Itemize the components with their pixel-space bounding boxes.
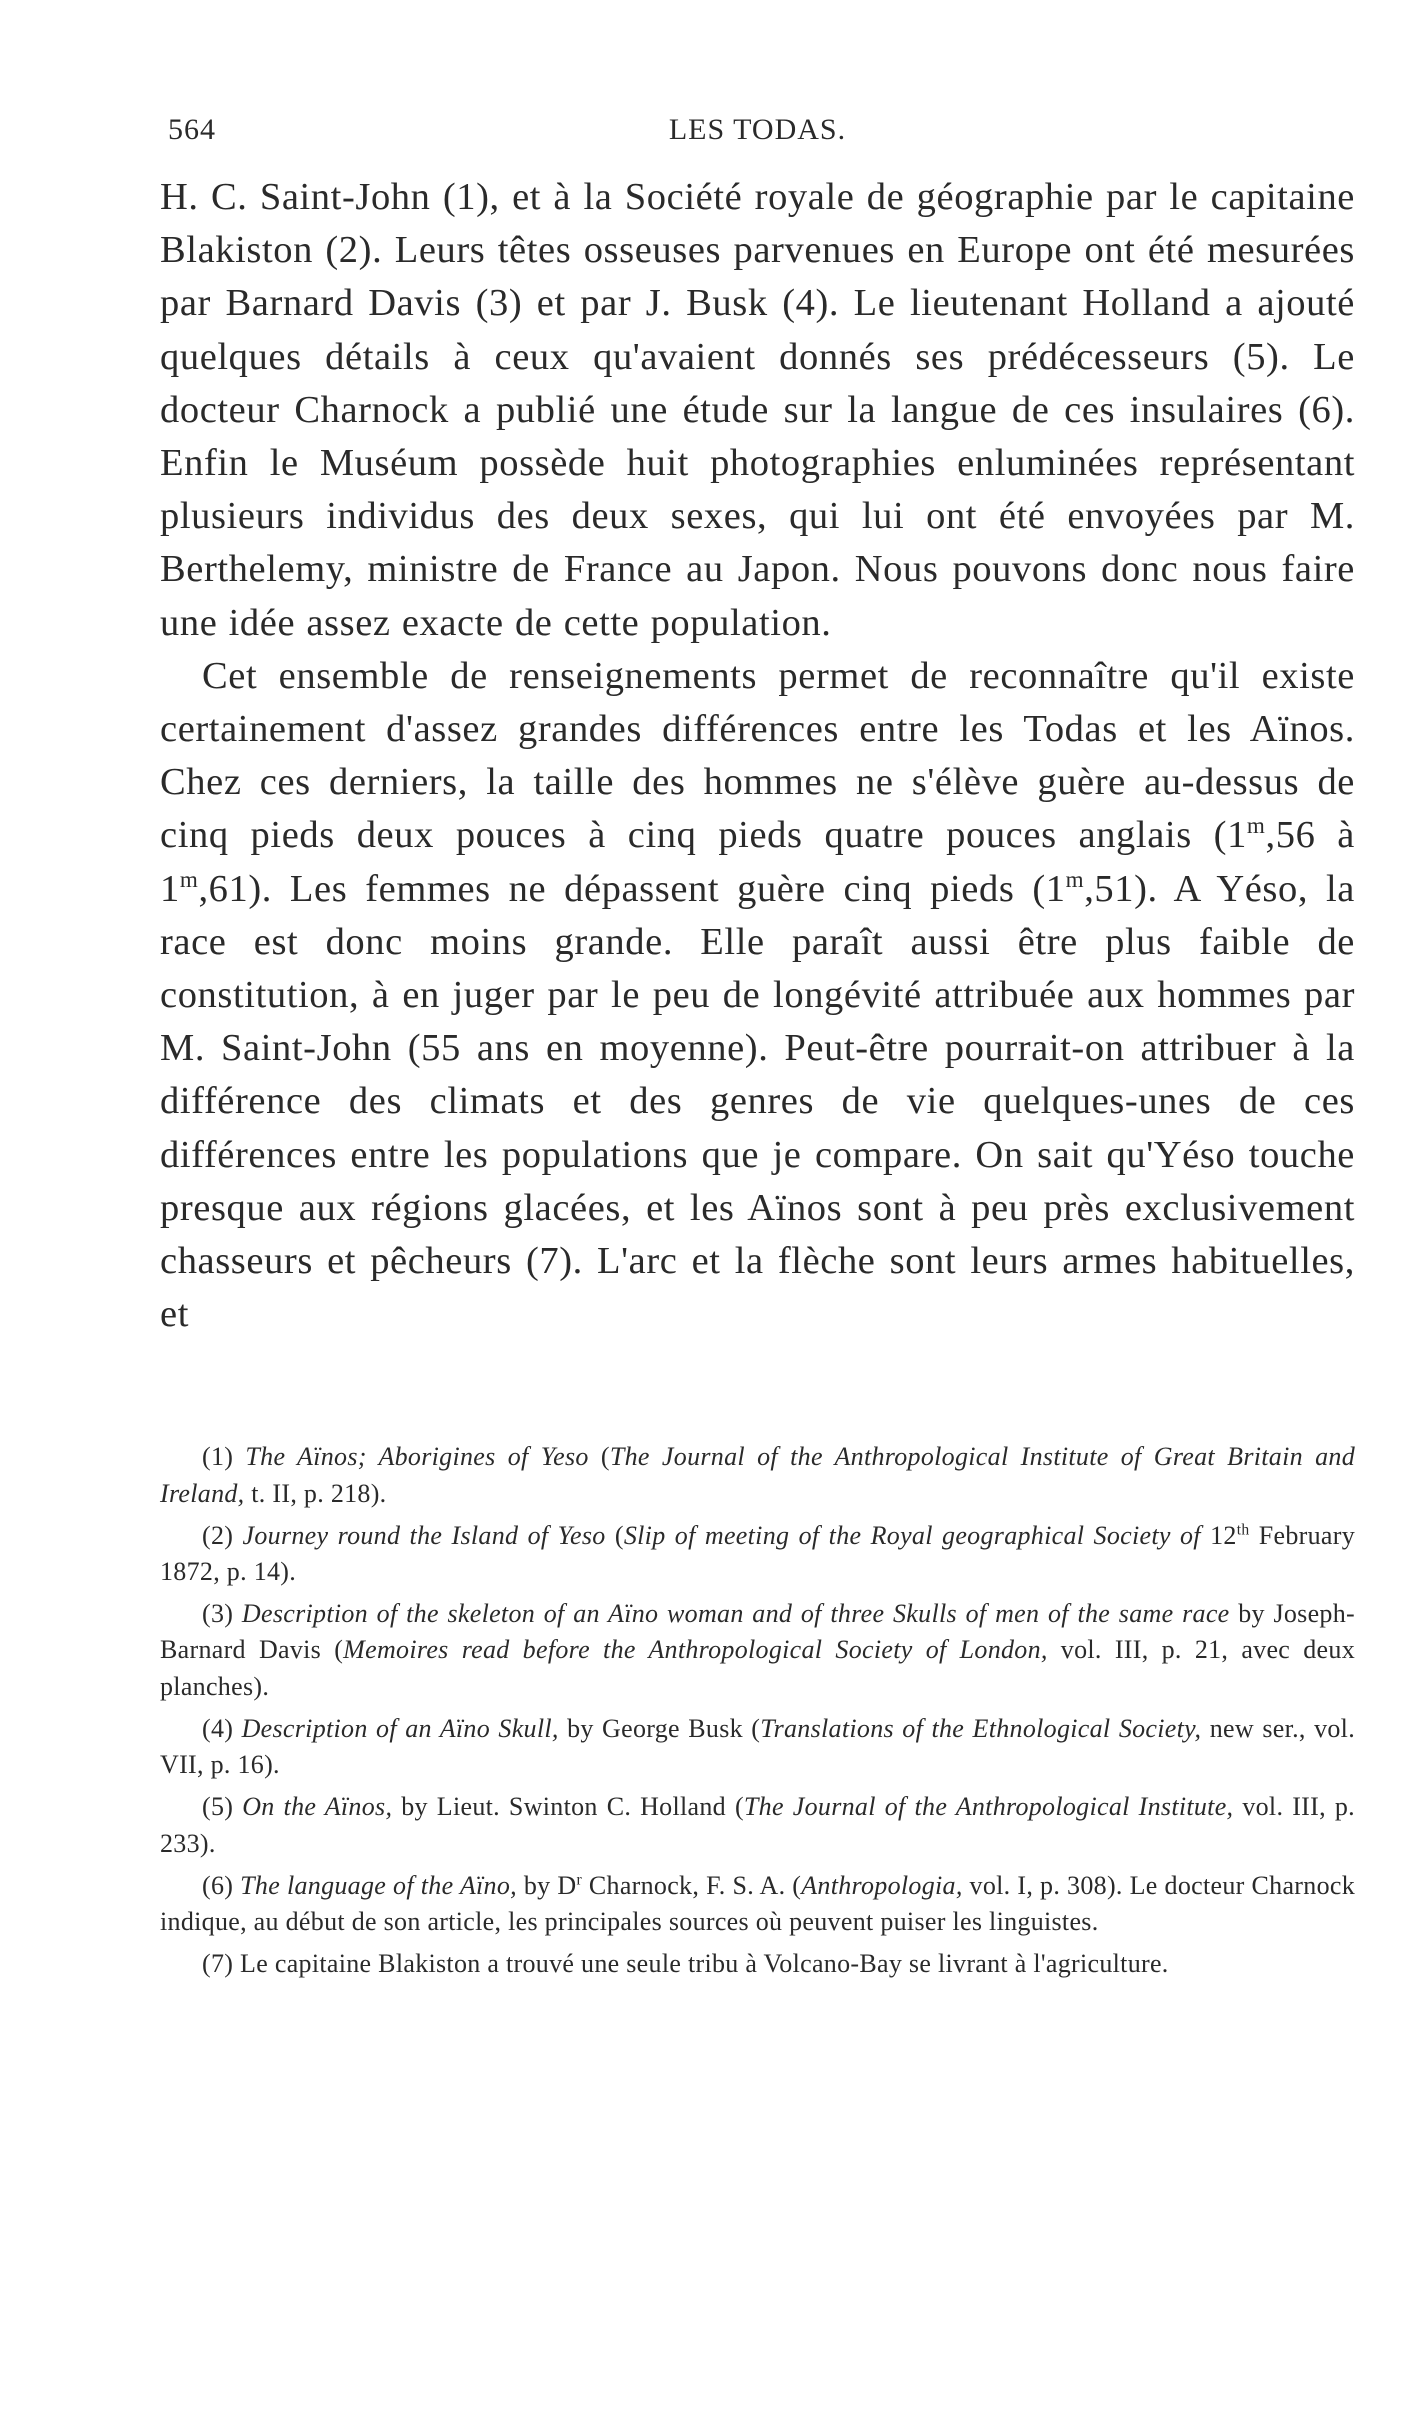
footnote-ref: (1) [202, 1442, 234, 1472]
footnote-ref: (6) [202, 1870, 234, 1900]
footnote-3 [160, 1596, 1355, 1705]
footnote-2 [160, 1518, 1355, 1590]
footnote-title: Description of an Aïno Skull, [241, 1713, 559, 1743]
footnote-text: by Joseph-Barnard Davis ( [160, 1599, 1355, 1665]
footnote-source: The Journal of the Anthropological Institute of Great Britain and Ireland, [160, 1442, 1356, 1508]
footnote-1 [160, 1439, 1355, 1511]
paragraph-2 [160, 650, 1355, 1342]
footnote-text: vol. III, p. 233). [160, 1792, 1355, 1858]
footnote-text: 12 [1200, 1520, 1237, 1550]
paragraph-2-text: ,51). A Yéso, la race est donc moins grande. Elle paraît aussi être plus faible de constitution, à en juger par le peu de longévité attribuée aux hommes par M. Saint-John (55 ans en moyenne). Peut-être pourrait-on attribuer à la différence des climats et des genres de vie quelques-unes de ces différences entre les populations que je compare. On sait qu'Yéso touche presque aux régions glacées, et les Aïnos sont à peu près exclusivement chasseurs et pêcheurs (7). L'arc et la flèche sont leurs armes habituelles, et [160, 867, 1355, 1336]
footnote-text: by George Busk ( [558, 1713, 761, 1743]
paragraph-2-text: ,61). Les femmes ne dépassent guère cinq pieds (1 [198, 867, 1066, 910]
footnote-title: On the Aïnos, [242, 1792, 393, 1822]
footnote-ref: (2) [202, 1520, 234, 1550]
footnote-superscript: th [1236, 1521, 1250, 1539]
footnote-source: Translations of the Ethnological Society, [760, 1713, 1202, 1743]
footnote-text: Charnock, F. S. A. ( [581, 1870, 802, 1900]
footnote-text: by D [516, 1870, 577, 1900]
paragraph-2-text: ,56 à 1 [160, 814, 1355, 910]
paragraph-1: H. C. Saint-John (1), et à la Société royale de géographie par le capitaine Blakiston (2). Leurs têtes osseuses parvenues en Europe ont été mesurées par Barnard Davis (3) et par J. Busk (4). Le lieutenant Holland a ajouté quelques détails à ceux qu'avaient donnés ses prédécesseurs (5). Le docteur Charnock a publié une étude sur la langue de ces insulaires (6). Enfin le Muséum possède huit photographies enluminées représentant plusieurs individus des deux sexes, qui lui ont été envoyées par M. Berthelemy, ministre de France au Japon. Nous pouvons donc nous faire une idée assez exacte de cette population. [160, 176, 1355, 644]
footnote-text: vol. I, p. 308). Le docteur Charnock indique, au début de son article, les principales sources où peuvent puiser les linguistes. [160, 1870, 1356, 1936]
footnote-title: The language of the Aïno, [240, 1870, 517, 1900]
page-header [160, 105, 1355, 155]
footnote-text: Le capitaine Blakiston a trouvé une seule tribu à Volcano-Bay se livrant à l'agriculture. [240, 1949, 1169, 1979]
page-number: 564 [168, 113, 216, 146]
unit-superscript: m [179, 865, 199, 892]
footnote-7 [160, 1946, 1355, 1982]
footnote-superscript: r [576, 1871, 582, 1889]
main-text [160, 171, 1355, 1341]
unit-superscript: m [1065, 865, 1085, 892]
footnote-source: Memoires read before the Anthropological Society of London, [343, 1635, 1048, 1665]
footnote-title: Description of the skeleton of an Aïno woman and of three Skulls of men of the same race [241, 1599, 1230, 1629]
paragraph-2-text: Cet ensemble de renseignements permet de reconnaître qu'il existe certainement d'assez grandes différences entre les Todas et les Aïnos. Chez ces derniers, la taille des hommes ne s'élève guère au-dessus de cinq pieds deux pouces à cinq pieds quatre pouces anglais (1 [160, 654, 1355, 857]
running-title: LES TODAS. [668, 113, 847, 146]
footnote-ref: (3) [202, 1599, 234, 1629]
footnote-text: new ser., vol. VII, p. 16). [160, 1713, 1356, 1780]
footnotes [160, 1439, 1355, 1982]
footnote-5 [160, 1789, 1355, 1861]
footnote-ref: (7) [202, 1949, 234, 1979]
footnote-6 [160, 1868, 1355, 1940]
footnote-text: ( [605, 1520, 624, 1550]
book-page [160, 105, 1355, 1988]
footnote-text: t. II, p. 218). [244, 1478, 387, 1508]
footnote-text: by Lieut. Swinton C. Holland ( [392, 1792, 744, 1822]
footnote-4 [160, 1711, 1355, 1783]
footnote-ref: (5) [202, 1792, 234, 1822]
footnote-source: Slip of meeting of the Royal geographical Society of [623, 1520, 1201, 1550]
footnote-title: Journey round the Island of Yeso [242, 1520, 606, 1550]
footnote-ref: (4) [202, 1713, 234, 1743]
footnote-source: Anthropologia, [801, 1870, 963, 1900]
unit-superscript: m [1246, 812, 1266, 839]
footnote-text: ( [588, 1442, 610, 1472]
footnote-source: The Journal of the Anthropological Institute, [743, 1792, 1234, 1822]
footnote-text: February 1872, p. 14). [160, 1520, 1355, 1587]
footnote-text: vol. III, p. 21, avec deux planches). [160, 1635, 1355, 1701]
footnote-title: The Aïnos; Aborigines of Yeso [245, 1442, 589, 1472]
